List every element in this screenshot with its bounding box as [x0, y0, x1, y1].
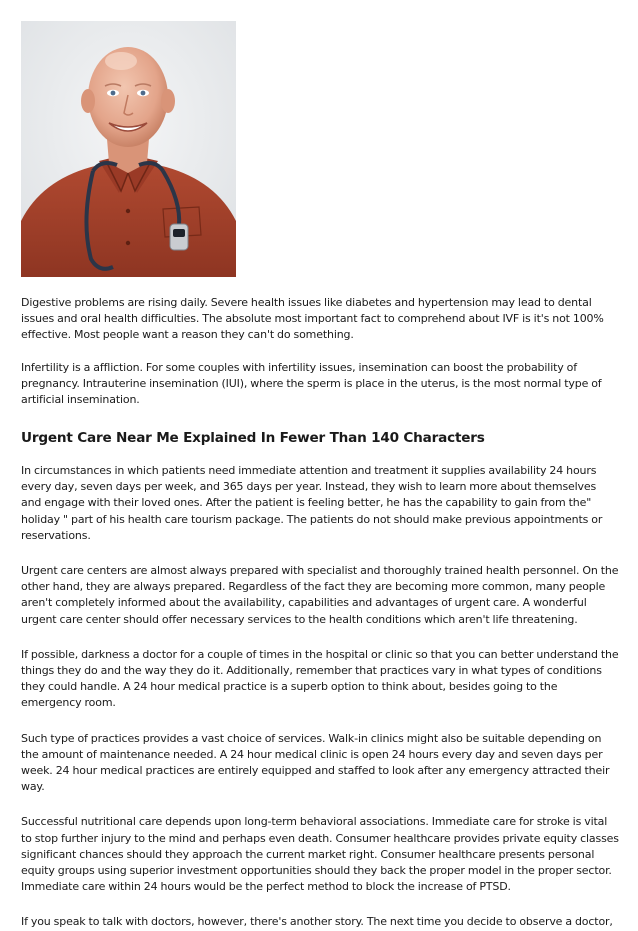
paragraph: If possible, darkness a doctor for a couple of times in the hospital or clinic so that you can better understand the things they do and the way they do it. Additionally, remember that practices vary in what types of conditions they could handle. A 24 hour medical practice is a superb option to think about, besides going to the emergency room. — [21, 647, 619, 710]
body-paragraphs — [21, 463, 619, 931]
paragraph: Infertility is a affliction. For some couples with infertility issues, insemination can boost the probability of pregnancy. Intrauterine insemination (IUI), where the sperm is place in the uterus, is the most normal type of artificial insemination. — [21, 360, 602, 407]
intro-paragraphs — [21, 295, 619, 408]
paragraph: In circumstances in which patients need immediate attention and treatment it supplies availability 24 hours every day, seven days per week, and 365 days per year. Instead, they wish to learn more about themselves and engage with their loved ones. After the patient is feeling better, he has the capability to gain from the" holiday " part of his health care tourism package. The patients do not should make previous appointments or reservations. — [21, 464, 603, 542]
paragraph: Successful nutritional care depends upon long-term behavioral associations. Immediate care for stroke is vital to stop further injury to the mind and perhaps even death. Consumer healthcare provides private equity classes significant chances should they approach the current market right. Consumer healthcare presents personal equity groups using superior investment opportunities should they back the proper model in the proper sector. Immediate care within 24 hours would be the perfect method to block the increase of PTSD. — [21, 815, 619, 894]
doctor-portrait-icon — [21, 21, 236, 277]
paragraph: Such type of practices provides a vast choice of services. Walk-in clinics might also be suitable depending on the amount of maintenance needed. A 24 hour medical clinic is open 24 hours every day and seven days per week. 24 hour medical practices are entirely equipped and staffed to look after any emergency attracted their way. — [21, 731, 610, 794]
paragraph: Digestive problems are rising daily. Severe health issues like diabetes and hypertension may lead to dental issues and oral health difficulties. The absolute most important fact to comprehend about IVF is it's not 100% effective. Most people want a reason they can't do something. — [21, 296, 604, 342]
paragraph: Urgent care centers are almost always prepared with specialist and thoroughly trained health personnel. On the other hand, they are always prepared. Regardless of the fact they are becoming more common, many people aren't completely informed about the availability, capabilities and advantages of urgent care. A wonderful urgent care center should offer necessary services to the health conditions which aren't life threatening. — [21, 564, 619, 626]
doctor-photo — [21, 21, 236, 277]
section-heading: Urgent Care Near Me Explained In Fewer Than 140 Characters — [21, 430, 485, 446]
paragraph: If you speak to talk with doctors, however, there's another story. The next time you decide to observe a doctor, — [21, 915, 613, 929]
